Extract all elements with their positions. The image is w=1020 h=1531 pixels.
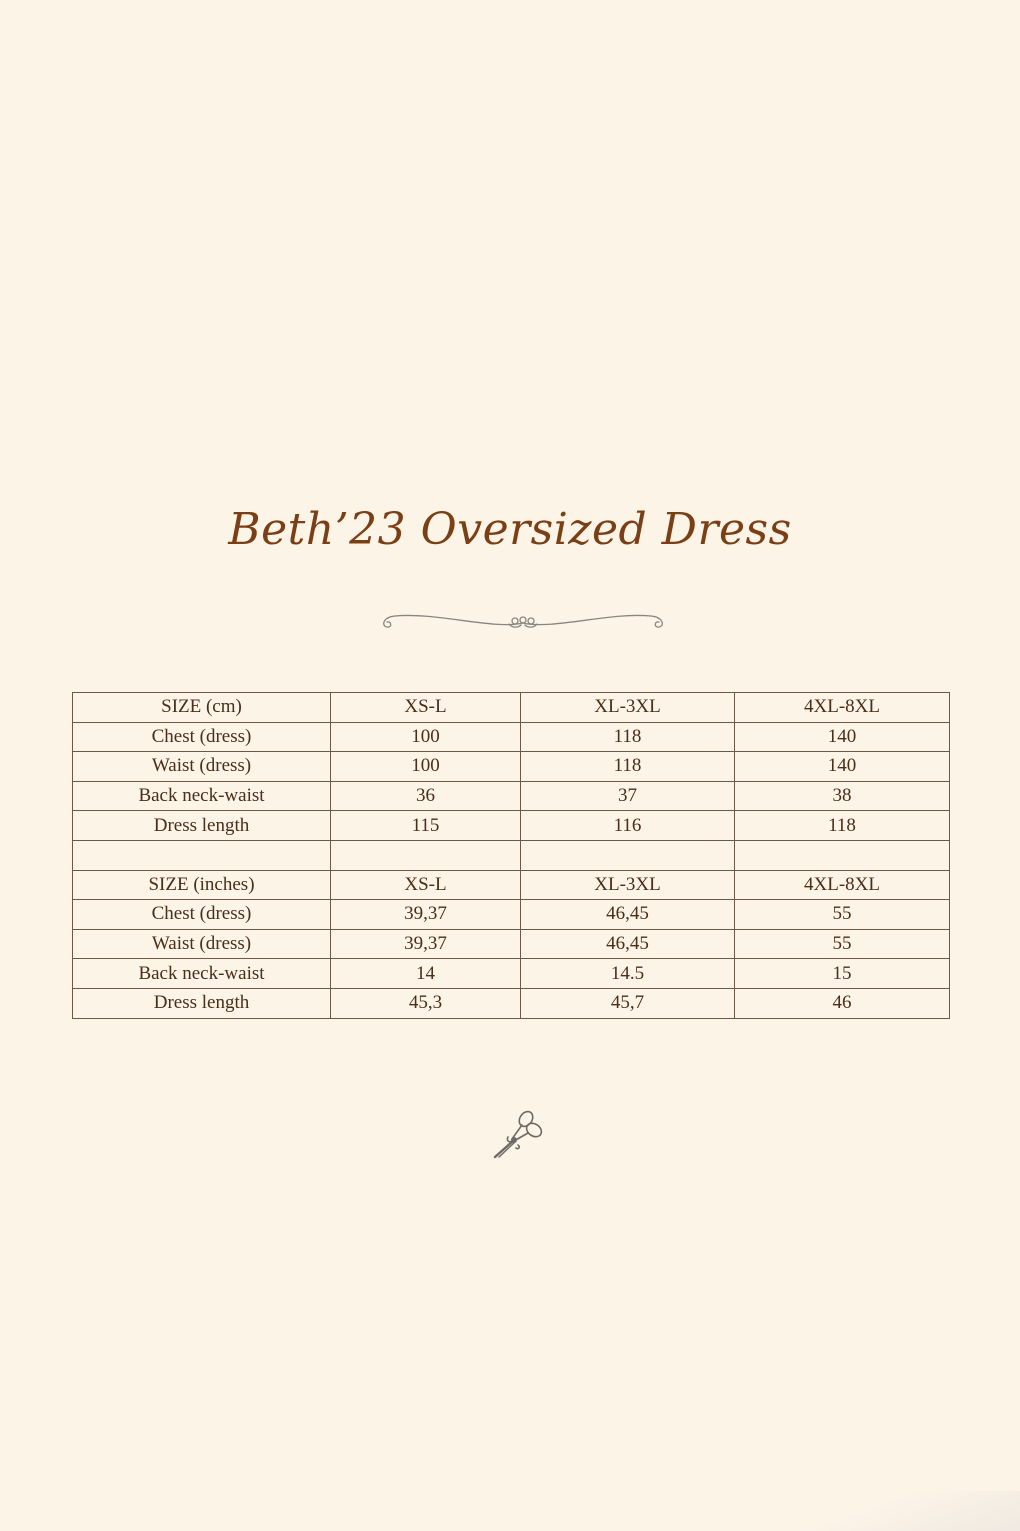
table-row [73,870,950,900]
row-header-cell: Chest (dress) [73,722,331,752]
row-header-cell [73,840,331,870]
table-row [73,693,950,723]
row-header-cell: Waist (dress) [73,929,331,959]
row-header-cell: Back neck-waist [73,959,331,989]
table-cell: 46,45 [521,900,735,930]
table-cell: 140 [735,722,950,752]
table-cell [521,840,735,870]
table-row-empty [73,840,950,870]
table-cell: 4XL-8XL [735,693,950,723]
table-cell: 46 [735,988,950,1018]
table-cell: 46,45 [521,929,735,959]
table-cell: 140 [735,752,950,782]
table-row [73,722,950,752]
row-header-cell: Back neck-waist [73,781,331,811]
table-cell: 37 [521,781,735,811]
table-row [73,988,950,1018]
row-header-cell: SIZE (inches) [73,870,331,900]
table-cell [331,840,521,870]
table-row [73,959,950,989]
table-cell: 55 [735,929,950,959]
table-row [73,752,950,782]
table-cell: 4XL-8XL [735,870,950,900]
table-cell: XL-3XL [521,693,735,723]
table-cell: 39,37 [331,929,521,959]
size-chart-table [72,692,950,1019]
row-header-cell: Chest (dress) [73,900,331,930]
table-cell [735,840,950,870]
row-header-cell: Waist (dress) [73,752,331,782]
table-cell: 36 [331,781,521,811]
table-cell: 14 [331,959,521,989]
table-cell: XL-3XL [521,870,735,900]
table-cell: 55 [735,900,950,930]
table-cell: 14.5 [521,959,735,989]
table-cell: 100 [331,722,521,752]
page-title: Beth’23 Oversized Dress [228,504,792,555]
table-cell: 118 [521,752,735,782]
row-header-cell: Dress length [73,811,331,841]
table-row [73,811,950,841]
scissors-icon [488,1107,546,1165]
table-cell: 45,7 [521,988,735,1018]
table-cell: XS-L [331,693,521,723]
table-cell: 100 [331,752,521,782]
table-cell: 116 [521,811,735,841]
table-cell: 118 [735,811,950,841]
table-cell: 118 [521,722,735,752]
ornamental-flourish-icon [375,606,671,640]
table-row [73,781,950,811]
table-cell: 115 [331,811,521,841]
table-cell: 15 [735,959,950,989]
table-cell: 38 [735,781,950,811]
row-header-cell: SIZE (cm) [73,693,331,723]
row-header-cell: Dress length [73,988,331,1018]
page-corner-shadow [760,1491,1020,1531]
table-row [73,929,950,959]
table-cell: XS-L [331,870,521,900]
table-cell: 39,37 [331,900,521,930]
table-cell: 45,3 [331,988,521,1018]
table-row [73,900,950,930]
